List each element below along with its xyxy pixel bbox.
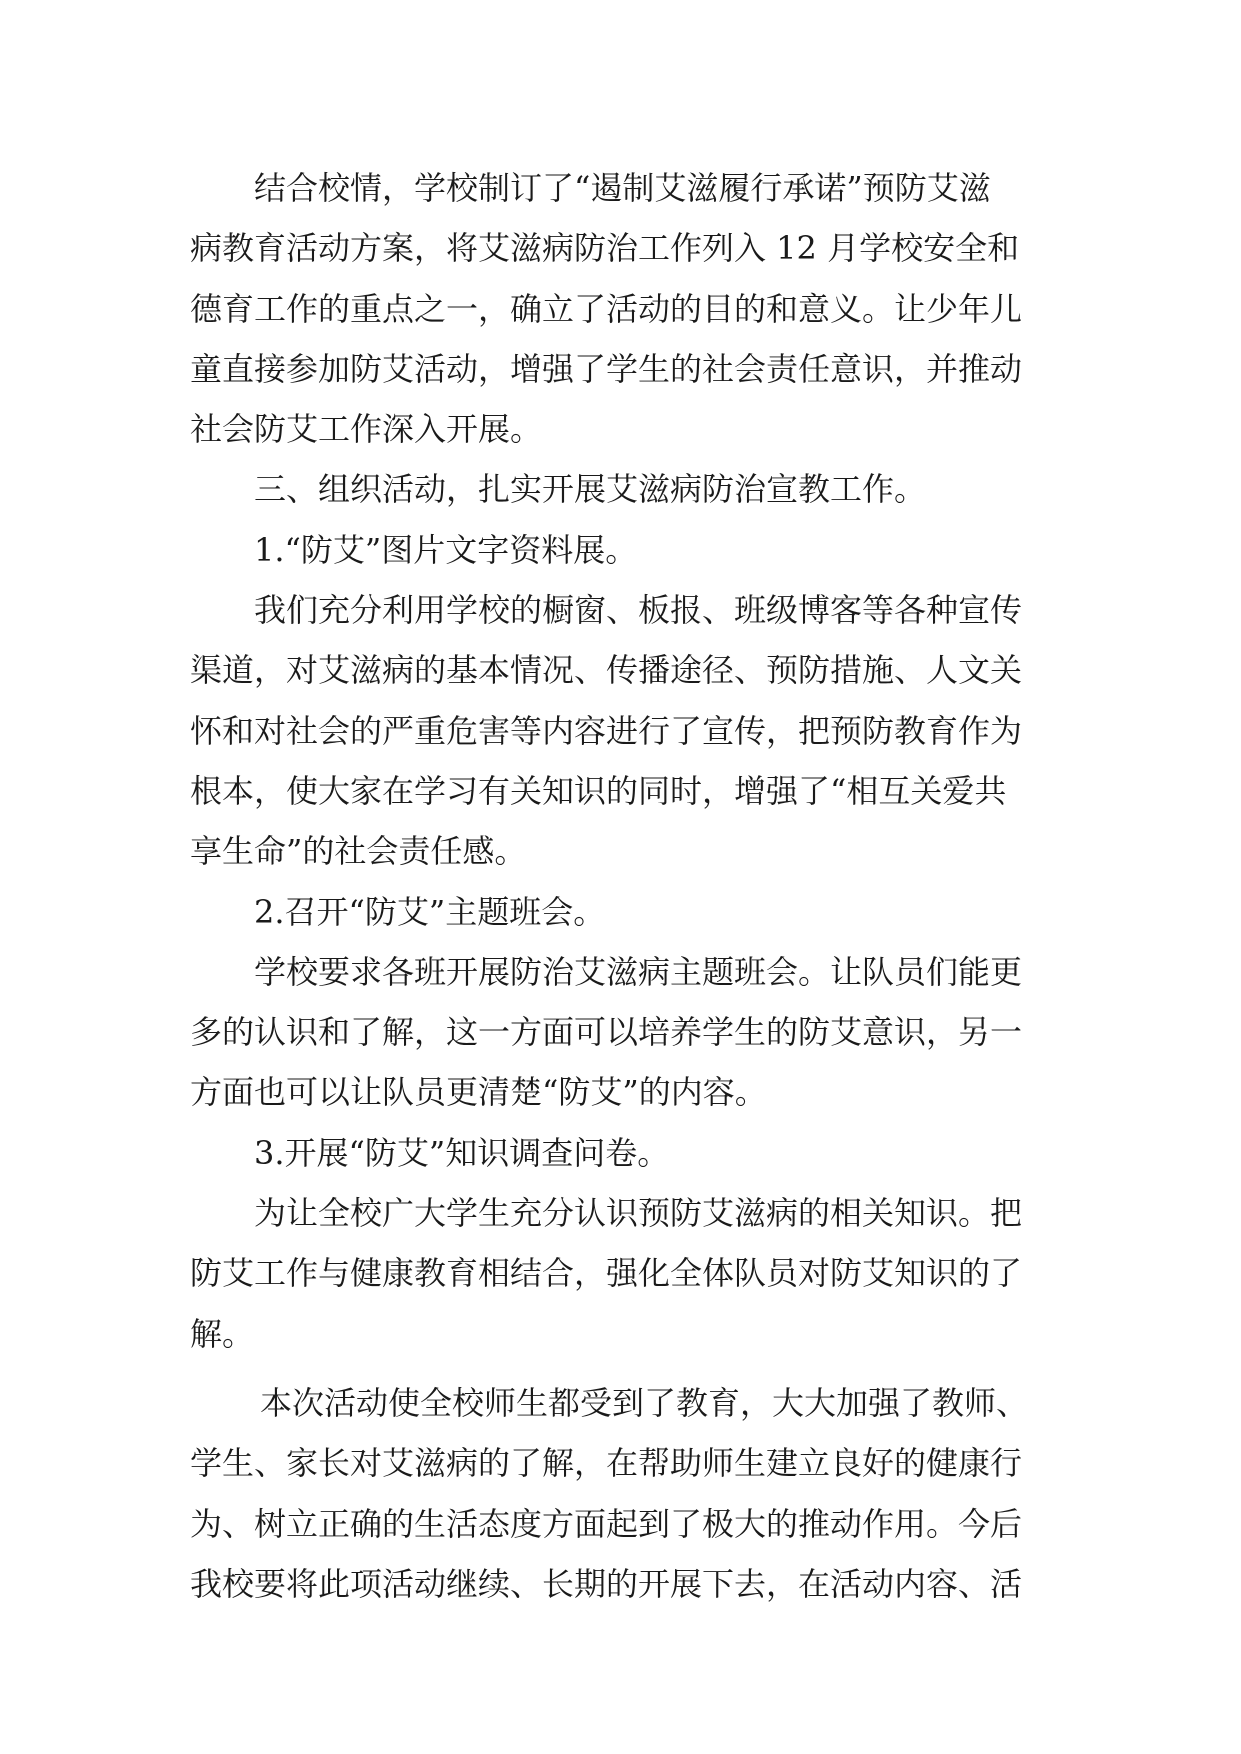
paragraph-line: 根本，使大家在学习有关知识的同时，增强了“相互关爱共 — [190, 771, 1007, 810]
paragraph-line: 社会防艾工作深入开展。 — [190, 410, 543, 449]
paragraph-line: 为、树立正确的生活态度方面起到了极大的推动作用。今后 — [190, 1504, 1023, 1543]
paragraph-line: 怀和对社会的严重危害等内容进行了宣传，把预防教育作为 — [190, 711, 1023, 750]
paragraph-line: 多的认识和了解，这一方面可以培养学生的防艾意识，另一 — [190, 1013, 1023, 1052]
subheading: 1.“防艾”图片文字资料展。 — [254, 530, 638, 569]
paragraph-line: 防艾工作与健康教育相结合，强化全体队员对防艾知识的了 — [190, 1254, 1023, 1293]
paragraph-line: 结合校情，学校制订了“遏制艾滋履行承诺”预防艾滋 — [254, 169, 991, 207]
paragraph-line: 享生命”的社会责任感。 — [190, 832, 527, 871]
paragraph-line: 为让全校广大学生充分认识预防艾滋病的相关知识。把 — [254, 1194, 1023, 1233]
paragraph-line: 病教育活动方案，将艾滋病防治工作列入 12 月学校安全和 — [190, 229, 1020, 268]
paragraph-line: 德育工作的重点之一，确立了活动的目的和意义。让少年儿 — [190, 289, 1023, 328]
paragraph-line: 童直接参加防艾活动，增强了学生的社会责任意识，并推动 — [190, 349, 1023, 388]
paragraph-gap — [190, 1364, 1070, 1373]
paragraph-line: 学校要求各班开展防治艾滋病主题班会。让队员们能更 — [254, 952, 1023, 991]
paragraph-line: 方面也可以让队员更清楚“防艾”的内容。 — [190, 1073, 767, 1112]
paragraph-line: 学生、家长对艾滋病的了解，在帮助师生建立良好的健康行 — [190, 1444, 1023, 1483]
paragraph-line: 本次活动使全校师生都受到了教育，大大加强了教师、 — [260, 1383, 1029, 1422]
document-body — [190, 158, 1070, 1614]
subheading: 3.开展“防艾”知识调查问卷。 — [254, 1133, 670, 1172]
paragraph-line: 我们充分利用学校的橱窗、板报、班级博客等各种宣传 — [254, 591, 1023, 630]
paragraph-line: 渠道，对艾滋病的基本情况、传播途径、预防措施、人文关 — [190, 651, 1023, 690]
paragraph-line: 我校要将此项活动继续、长期的开展下去，在活动内容、活 — [190, 1564, 1023, 1603]
paragraph-line: 解。 — [190, 1314, 255, 1353]
subheading: 2.召开“防艾”主题班会。 — [254, 892, 606, 931]
section-heading: 三、组织活动，扎实开展艾滋病防治宣教工作。 — [254, 470, 927, 509]
